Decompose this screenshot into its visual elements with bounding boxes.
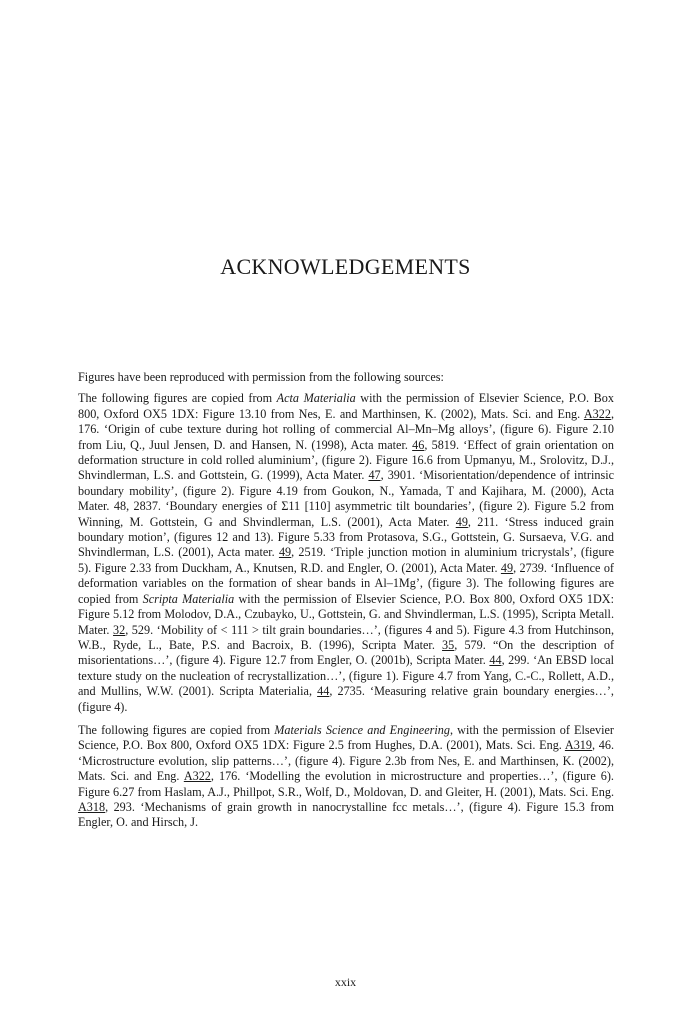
- italic-journal-title: Scripta Materialia: [142, 591, 235, 606]
- volume-number: 46: [412, 437, 425, 452]
- volume-number: 49: [500, 560, 514, 575]
- volume-number: 44: [489, 653, 502, 668]
- volume-number: 44: [317, 684, 330, 699]
- acknowledgements-body: [78, 370, 614, 839]
- italic-journal-title: Materials Science and Engineering: [274, 722, 450, 737]
- volume-number: A319: [564, 738, 592, 753]
- volume-number: A322: [183, 769, 211, 784]
- acta-scripta-paragraph: The following figures are copied from Acta Materialia with the permission of Elsevier Science, P.O. Box 800, Oxford OX5 1DX: Figure 13.10 from Nes, E. and Marthinsen, K. (2002), Mats. Sci. and Eng. A322, 176. ‘Origin of cube texture during hot rolling of commercial Al–Mn–Mg alloys’, (figure 6). Figure 2.10 from Liu, Q., Juul Jensen, D. and Hansen, N. (1998), Acta mater. 46, 5819. ‘Effect of grain orientation on deformation structure in cold rolled aluminium’, (figure 2). Figure 16.6 from Upmanyu, M., Srolovitz, D.J., Shvindlerman, L.S. and Gottstein, G. (1999), Acta Mater. 47, 3901. ‘Misorientation/dependence of intrinsic boundary mobility’, (figure 2). Figure 4.19 from Goukon, N., Yamada, T and Kajihara, M. (2000), Acta Mater. 48, 2837. ‘Boundary energies of Σ11 [110] asymmetric tilt boundaries’, (figure 2). Figure 5.2 from Winning, M. Gottstein, G and Shvindlerman, L.S. (2001), Acta Mater. 49, 211. ‘Stress induced grain boundary motion’, (figures 12 and 13). Figure 5.33 from Protasova, S.G., Gottstein, G. Sursaeva, V.G. and Shvindlerman, L.S. (2001), Acta mater. 49, 2519. ‘Triple junction motion in aluminium tricrystals’, (figure 5). Figure 2.33 from Duckham, A., Knutsen, R.D. and Engler, O. (2001), Acta Mater. 49, 2739. ‘Influence of deformation variables on the formation of shear bands in Al–1Mg’, (figure 3). The following figures are copied from Scripta Materialia with the permission of Elsevier Science, P.O. Box 800, Oxford OX5 1DX: Figure 5.12 from Molodov, D.A., Czubayko, U., Gottstein, G. and Shvindlerman, L.S. (1995), Scripta Metall. Mater. 32, 529. ‘Mobility of < 111 > tilt grain boundaries…’, (figures 4 and 5). Figure 4.3 from Hutchinson, W.B., Ryde, L., Bate, P.S. and Bacroix, B. (1996), Scripta Mater. 35, 579. “On the description of misorientations…’, (figure 4). Figure 12.7 from Engler, O. (2001b), Scripta Mater. 44, 299. ‘An EBSD local texture study on the nucleation of recrystallization…’, (figure 1). Figure 4.7 from Yang, C.-C., Rollett, A.D., and Mullins, W.W. (2001). Scripta Materialia, 44, 2735. ‘Measuring relative grain boundary energies…’, (figure 4).: [78, 391, 615, 714]
- volume-number: A318: [78, 799, 106, 814]
- volume-number: 49: [455, 514, 468, 529]
- page-title: ACKNOWLEDGEMENTS: [220, 254, 471, 279]
- volume-number: 35: [442, 637, 455, 652]
- page-number: xxix: [334, 975, 357, 989]
- italic-journal-title: Acta Materialia: [276, 391, 356, 406]
- mse-paragraph: The following figures are copied from Materials Science and Engineering, with the permission of Elsevier Science, P.O. Box 800, Oxford OX5 1DX: Figure 2.5 from Hughes, D.A. (2001), Mats. Sci. Eng. A319, 46. ‘Microstructure evolution, slip patterns…’, (figure 4). Figure 2.3b from Nes, E. and Marthinsen, K. (2002), Mats. Sci. and Eng. A322, 176. ‘Modelling the evolution in microstructure and properties…’, (figure 6). Figure 6.27 from Haslam, A.J., Phillpot, S.R., Wolf, D., Moldovan, D. and Gleiter, H. (2001), Mats. Sci. Eng. A318, 293. ‘Mechanisms of grain growth in nanocrystalline fcc metals…’, (figure 4). Figure 15.3 from Engler, O. and Hirsch, J.: [78, 722, 614, 830]
- volume-number: A322: [583, 406, 611, 421]
- volume-number: 49: [278, 545, 292, 560]
- intro-paragraph: Figures have been reproduced with permission from the following sources:: [78, 370, 444, 384]
- volume-number: 47: [368, 468, 381, 483]
- volume-number: 32: [113, 622, 126, 637]
